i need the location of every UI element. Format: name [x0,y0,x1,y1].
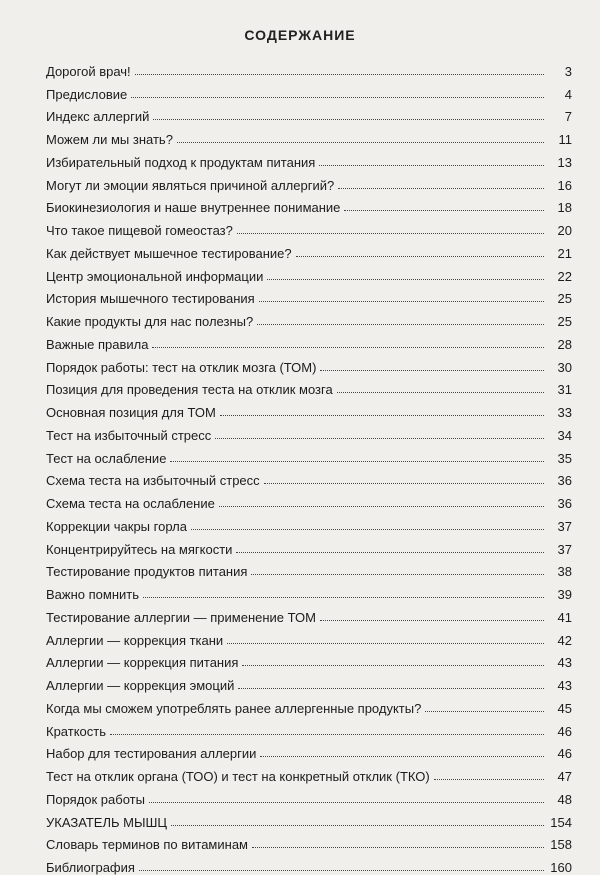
toc-entry-label: Можем ли мы знать? [46,132,173,147]
toc-entry [46,511,572,534]
toc-entry-page-number: 11 [558,132,572,147]
dot-leader [425,711,544,712]
toc-entry-label: Тестирование продуктов питания [46,564,248,580]
toc-entry-label: Основная позиция для ТОМ [46,405,216,420]
dot-leader [260,756,544,757]
toc-entry-page-number: 34 [557,427,572,443]
toc-entry-label: Важные правила [46,336,149,352]
toc-entry [46,602,572,625]
toc-entry-label: Тест на ослабление [46,450,167,466]
toc-entry-label: Какие продукты для нас полезны? [46,314,254,329]
toc-entry [46,557,572,580]
toc-entry-page-number: 4 [564,86,572,102]
dot-leader [238,688,544,689]
toc-entry [46,693,572,716]
dot-leader [149,802,544,803]
dot-leader [227,643,544,644]
toc-entry-page-number: 48 [557,791,572,807]
toc-entry-page-number: 25 [557,314,572,329]
dot-leader [242,665,544,666]
dot-leader [153,119,544,120]
toc-entry [46,238,572,261]
dot-leader [139,870,544,871]
toc-entry [46,170,572,193]
toc-entry-page-number: 43 [557,655,572,671]
toc-entry-label: Могут ли эмоции являться причиной аллергий? [46,177,335,193]
toc-entry-label: Тестирование аллергии — применение ТОМ [46,609,316,625]
toc-entry-page-number: 25 [557,291,572,307]
toc-entry-label: Аллергии — коррекция ткани [46,632,224,648]
toc-entry [46,352,572,375]
toc-entry-label: Важно помнить [46,587,139,602]
dot-leader [344,210,544,211]
dot-leader [319,165,544,166]
toc-entry-page-number: 42 [557,632,572,648]
toc-entry-label: Краткость [46,723,106,739]
toc-entry [46,852,572,875]
toc-entry-page-number: 45 [557,700,572,716]
toc-entry [46,784,572,807]
toc-entry-page-number: 46 [557,723,572,739]
dot-leader [257,324,544,325]
dot-leader [338,188,544,189]
toc-entry-label: Словарь терминов по витаминам [46,837,248,853]
toc-entry-page-number: 35 [557,450,572,466]
toc-entry [46,739,572,762]
toc-entry-label: Индекс аллергий [46,109,150,125]
toc-entry-label: УКАЗАТЕЛЬ МЫШЦ [46,814,168,830]
toc-entry-page-number: 158 [550,837,572,853]
dot-leader [296,256,544,257]
dot-leader [251,574,544,575]
toc-entry-label: Аллергии — коррекция эмоций [46,678,235,693]
toc-entry-page-number: 160 [550,860,572,875]
dot-leader [264,483,544,484]
dot-leader [337,392,544,393]
toc-entry [46,534,572,557]
toc-entry-page-number: 47 [557,769,572,784]
toc-entry-label: История мышечного тестирования [46,291,255,307]
toc-entry-label: Схема теста на ослабление [46,496,215,511]
dot-leader [259,301,544,302]
toc-entry [46,625,572,648]
toc-entry-label: Избирательный подход к продуктам питания [46,154,316,170]
table-of-contents [46,56,572,875]
toc-entry-label: Тест на отклик органа (ТОО) и тест на конкретный отклик (ТКО) [46,769,430,784]
toc-entry [46,215,572,238]
toc-entry-page-number: 39 [557,587,572,602]
toc-entry-page-number: 20 [557,223,572,238]
toc-entry-page-number: 38 [557,564,572,580]
toc-entry-label: Позиция для проведения теста на отклик мозга [46,382,333,398]
toc-entry-page-number: 3 [564,63,572,79]
toc-entry-label: Предисловие [46,86,128,102]
toc-entry-page-number: 28 [557,336,572,352]
toc-entry [46,329,572,352]
toc-entry-page-number: 41 [557,609,572,625]
toc-entry-label: Как действует мышечное тестирование? [46,245,292,261]
dot-leader [177,142,544,143]
toc-entry [46,306,572,329]
toc-entry [46,284,572,307]
toc-entry [46,670,572,693]
dot-leader [320,370,544,371]
toc-entry-label: Аллергии — коррекция питания [46,655,239,671]
dot-leader [220,415,544,416]
toc-entry [46,124,572,147]
toc-entry [46,56,572,79]
dot-leader [237,233,544,234]
toc-entry [46,443,572,466]
dot-leader [252,847,544,848]
dot-leader [171,825,544,826]
toc-entry-page-number: 13 [557,154,572,170]
toc-entry-page-number: 31 [557,382,572,398]
toc-entry-page-number: 46 [557,746,572,762]
dot-leader [191,529,544,530]
toc-entry-page-number: 7 [564,109,572,125]
toc-entry-page-number: 36 [557,496,572,511]
toc-entry [46,807,572,830]
toc-entry-label: Порядок работы: тест на отклик мозга (ТОМ) [46,359,317,375]
toc-entry-page-number: 37 [557,518,572,534]
toc-entry [46,261,572,284]
toc-entry-page-number: 18 [557,200,572,216]
toc-entry [46,648,572,671]
dot-leader [143,597,544,598]
dot-leader [152,347,544,348]
toc-entry [46,79,572,102]
dot-leader [236,552,544,553]
toc-entry-page-number: 16 [557,177,572,193]
toc-entry-label: Когда мы сможем употреблять ранее аллергенные продукты? [46,700,422,716]
toc-entry [46,375,572,398]
toc-entry-page-number: 43 [557,678,572,693]
toc-entry-label: Набор для тестирования аллергии [46,746,257,762]
toc-entry-page-number: 154 [550,814,572,830]
toc-entry-label: Схема теста на избыточный стресс [46,473,260,489]
toc-entry-label: Биокинезиология и наше внутреннее понимание [46,200,341,216]
toc-entry-label: Коррекции чакры горла [46,518,187,534]
dot-leader [131,97,544,98]
dot-leader [170,461,544,462]
dot-leader [320,620,544,621]
toc-entry [46,397,572,420]
toc-entry [46,193,572,216]
toc-entry-label: Порядок работы [46,791,145,807]
toc-entry-label: Тест на избыточный стресс [46,427,212,443]
toc-entry-label: Библиография [46,860,135,875]
toc-title: СОДЕРЖАНИЕ [244,27,356,43]
toc-entry-label: Дорогой врач! [46,63,131,79]
dot-leader [135,74,544,75]
dot-leader [219,506,544,507]
dot-leader [267,279,544,280]
toc-entry-page-number: 22 [557,268,572,284]
toc-entry-page-number: 33 [557,405,572,420]
toc-entry [46,102,572,125]
toc-entry [46,830,572,853]
toc-entry-label: Что такое пищевой гомеостаз? [46,223,233,238]
toc-entry-page-number: 30 [557,359,572,375]
toc-entry-page-number: 36 [557,473,572,489]
toc-entry-label: Концентрируйтесь на мягкости [46,541,233,557]
toc-entry [46,761,572,784]
toc-entry-page-number: 21 [557,245,572,261]
toc-entry-label: Центр эмоциональной информации [46,268,264,284]
toc-entry [46,466,572,489]
dot-leader [215,438,544,439]
toc-entry [46,579,572,602]
toc-entry [46,147,572,170]
toc-entry-page-number: 37 [557,541,572,557]
dot-leader [434,779,544,780]
toc-entry [46,488,572,511]
toc-entry [46,716,572,739]
toc-entry [46,420,572,443]
dot-leader [110,734,544,735]
